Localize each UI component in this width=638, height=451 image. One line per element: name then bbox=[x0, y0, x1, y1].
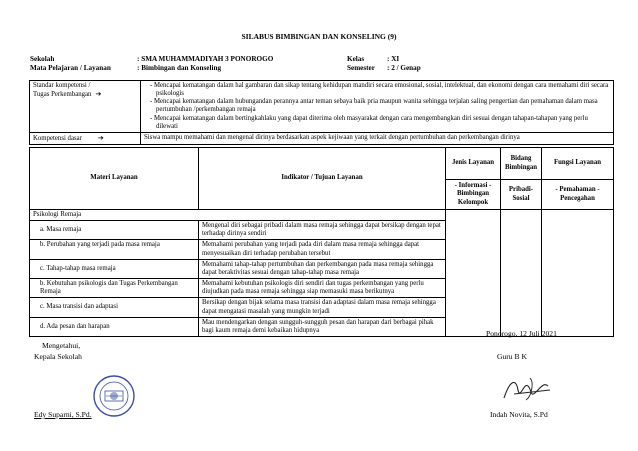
section-row: Psikologi Remaja bbox=[30, 210, 446, 221]
left-title-2: Kepala Sekolah bbox=[34, 352, 82, 361]
standar-item: - Mencapai kematangan dalam hal gambaran dan sikap tentang kehidupan mandiri secara emosional, sosial, intelektual, dan ekonomi dengan cara memahami diri secara psikologis bbox=[150, 82, 609, 98]
standar-label-cell bbox=[30, 81, 141, 133]
materi-cell: c. Masa transisi dan adaptasi bbox=[30, 298, 199, 317]
left-title-1: Mengetahui, bbox=[42, 341, 81, 350]
arrow-right-icon: ➔ bbox=[97, 133, 104, 142]
kompetensi-label-cell bbox=[30, 132, 141, 144]
signature-icon bbox=[500, 372, 556, 404]
empty-jenis bbox=[446, 210, 501, 337]
materi-cell: b. Perubahan yang terjadi pada masa remaja bbox=[30, 240, 199, 259]
kompetensi-label: Kompetensi dasar bbox=[33, 134, 82, 142]
jenis-sub: - Informasi -Bimbingan Kelompok bbox=[446, 180, 501, 210]
fungsi-sub: - Pemahaman - Pencegahan bbox=[542, 180, 614, 210]
indikator-cell: Mengenal diri sebagai pribadi dalam masa remaja sehingga dapat bersikap dengan tepat terhadap dirinya sendiri bbox=[199, 221, 446, 240]
standar-item: - Mencapai kematangan dalam hubungandan perannya antar teman sebaya baik pria maupun wanita sehingga terjalan saling pengertian dan pemahaman dalam masa pertumbuhan /perkembangan remaja bbox=[150, 98, 598, 114]
standar-list bbox=[144, 82, 610, 131]
standar-label-line2 bbox=[33, 90, 137, 99]
school-value: : SMA MUHAMMADIYAH 3 PONOROGO bbox=[137, 55, 274, 63]
indikator-cell: Mau mendengarkan dengan sungguh-sungguh pesan dan harapan dari berbagai pihak bagi kaum remaja demi kebaikan hidupnya bbox=[199, 317, 446, 336]
header-materi: Materi Layanan bbox=[30, 148, 199, 210]
indikator-cell: Memahami perubahan yang terjadi pada diri dalam masa remaja sehingga dapat menyesuaikan diri terhadap perubahan tersebut bbox=[199, 240, 446, 259]
place-date: Ponorogo, 12 Juli 2021 bbox=[486, 329, 557, 338]
school-stamp-icon bbox=[92, 374, 136, 418]
left-name: Edy Suparni, S.Pd. bbox=[34, 410, 92, 419]
class-label: Kelas bbox=[347, 55, 365, 63]
semester-value: : 2 / Genap bbox=[387, 64, 421, 72]
document-title: SILABUS BIMBINGAN DAN KONSELING (9) bbox=[241, 32, 397, 41]
kompetensi-value: Siswa mampu memahami dan mengenal dirinya berdasarkan aspek kejiwaan yang terkait dengan pertumbuhan dan perkembangan dirinya bbox=[141, 132, 614, 144]
materi-cell: b. Kebutuhan psikologis dan Tugas Perkembangan Remaja bbox=[30, 279, 199, 298]
empty-bidang bbox=[501, 210, 542, 337]
competency-table bbox=[29, 80, 614, 145]
subject-value: : Bimbingan dan Konseling bbox=[137, 64, 222, 72]
materi-cell: d. Ada pesan dan harapan bbox=[30, 317, 199, 336]
header-fungsi: Fungsi Layanan bbox=[542, 148, 614, 180]
standar-label-text: Tugas Perkembangan bbox=[33, 91, 92, 99]
standar-item: - Mencapai kematangan dalam bertingkahlaku yang dapat diterima oleh masyarakat dengan cara mengembangkan diri sesuai dengan tahapan-tahapan yang perlu dilewati bbox=[150, 114, 588, 130]
class-value: : XI bbox=[387, 55, 400, 63]
right-title: Guru B K bbox=[497, 352, 527, 361]
semester-label: Semester bbox=[347, 64, 375, 72]
bidang-sub: Pribadi-Sosial bbox=[501, 180, 542, 210]
header-bidang: Bidang Bimbingan bbox=[501, 148, 542, 180]
header-jenis: Jenis Layanan bbox=[446, 148, 501, 180]
standar-items-cell bbox=[141, 81, 614, 133]
indikator-cell: Bersikap dengan bijak selama masa transisi dan adaptasi dalam masa remaja sehingga dapat mengatasi masalah yang mungkin terjadi bbox=[199, 298, 446, 317]
materi-cell: a. Masa remaja bbox=[30, 221, 199, 240]
right-name: Indah Novita, S.Pd bbox=[490, 410, 548, 419]
arrow-right-icon: ➔ bbox=[95, 90, 102, 99]
indikator-cell: Memahami tahap-tahap pertumbuhan dan perkembangan pada masa remaja sehingga dapat beraktivitas sesuai dengan tahap-tahap masa remaja bbox=[199, 259, 446, 278]
subject-label: Mata Pelajaran / Layanan bbox=[30, 64, 111, 72]
header-indikator: Indikator / Tujuan Layanan bbox=[199, 148, 446, 210]
main-table bbox=[29, 147, 614, 337]
empty-fungsi bbox=[542, 210, 614, 337]
materi-cell: c. Tahap-tahap masa remaja bbox=[30, 259, 199, 278]
school-label: Sekolah bbox=[30, 55, 55, 63]
standar-label-line1: Standar kompetensi / bbox=[33, 82, 91, 89]
indikator-cell: Memahami kebutuhan psikologis diri sendiri dan tugas perkembangan yang perlu diujudkan pada masa remaja sehingga siap memasuki masa berikutnya bbox=[199, 279, 446, 298]
